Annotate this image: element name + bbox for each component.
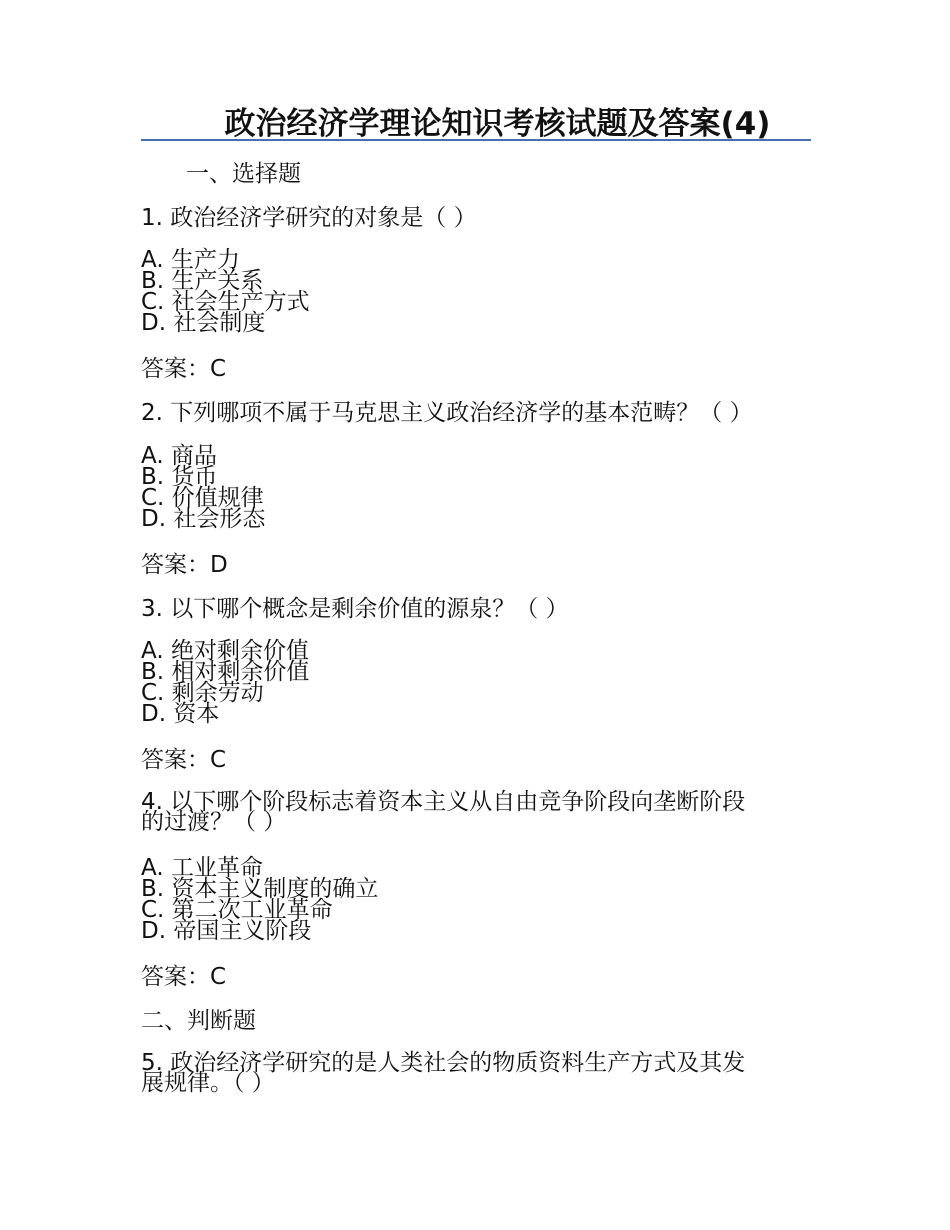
answer-text: 答案：C bbox=[141, 964, 227, 990]
option-c: C. 剩余劳动 bbox=[141, 680, 264, 706]
option-b: B. 相对剩余价值 bbox=[141, 659, 310, 685]
answer-text: 答案：D bbox=[141, 552, 228, 578]
question-stem-line: 5. 政治经济学研究的是人类社会的物质资料生产方式及其发 bbox=[141, 1050, 746, 1076]
option-b: B. 货币 bbox=[141, 464, 218, 490]
question-stem-line: 4. 以下哪个阶段标志着资本主义从自由竞争阶段向垄断阶段 bbox=[141, 789, 746, 815]
option-d: D. 帝国主义阶段 bbox=[141, 918, 312, 944]
question-stem: 3. 以下哪个概念是剩余价值的源泉？（ ） bbox=[141, 596, 569, 622]
section-heading-judgment: 二、判断题 bbox=[141, 1008, 256, 1034]
question-stem bbox=[141, 1050, 801, 1096]
option-c: C. 第二次工业革命 bbox=[141, 897, 333, 923]
section-heading-choice: 一、选择题 bbox=[186, 161, 301, 187]
question-stem-line: 展规律。（ ） bbox=[141, 1070, 275, 1096]
option-list bbox=[141, 247, 310, 336]
option-list bbox=[141, 855, 379, 944]
option-c: C. 价值规律 bbox=[141, 485, 264, 511]
option-a: A. 绝对剩余价值 bbox=[141, 638, 309, 664]
answer-text: 答案：C bbox=[141, 747, 227, 773]
title-underline bbox=[141, 139, 811, 141]
question-stem bbox=[141, 789, 801, 835]
option-a: A. 工业革命 bbox=[141, 855, 263, 881]
option-d: D. 社会形态 bbox=[141, 506, 266, 532]
option-b: B. 生产关系 bbox=[141, 268, 264, 294]
option-b: B. 资本主义制度的确立 bbox=[141, 876, 379, 902]
option-a: A. 商品 bbox=[141, 443, 217, 469]
question-stem: 1. 政治经济学研究的对象是（ ） bbox=[141, 205, 477, 231]
option-c: C. 社会生产方式 bbox=[141, 289, 310, 315]
page-title: 政治经济学理论知识考核试题及答案(4) bbox=[224, 106, 771, 142]
option-list bbox=[141, 443, 266, 532]
option-list bbox=[141, 638, 310, 727]
question-stem: 2. 下列哪项不属于马克思主义政治经济学的基本范畴？（ ） bbox=[141, 400, 753, 426]
answer-text: 答案：C bbox=[141, 356, 227, 382]
option-a: A. 生产力 bbox=[141, 247, 240, 273]
question-stem-line: 的过渡？（ ） bbox=[141, 809, 287, 835]
option-d: D. 资本 bbox=[141, 701, 220, 727]
option-d: D. 社会制度 bbox=[141, 310, 266, 336]
